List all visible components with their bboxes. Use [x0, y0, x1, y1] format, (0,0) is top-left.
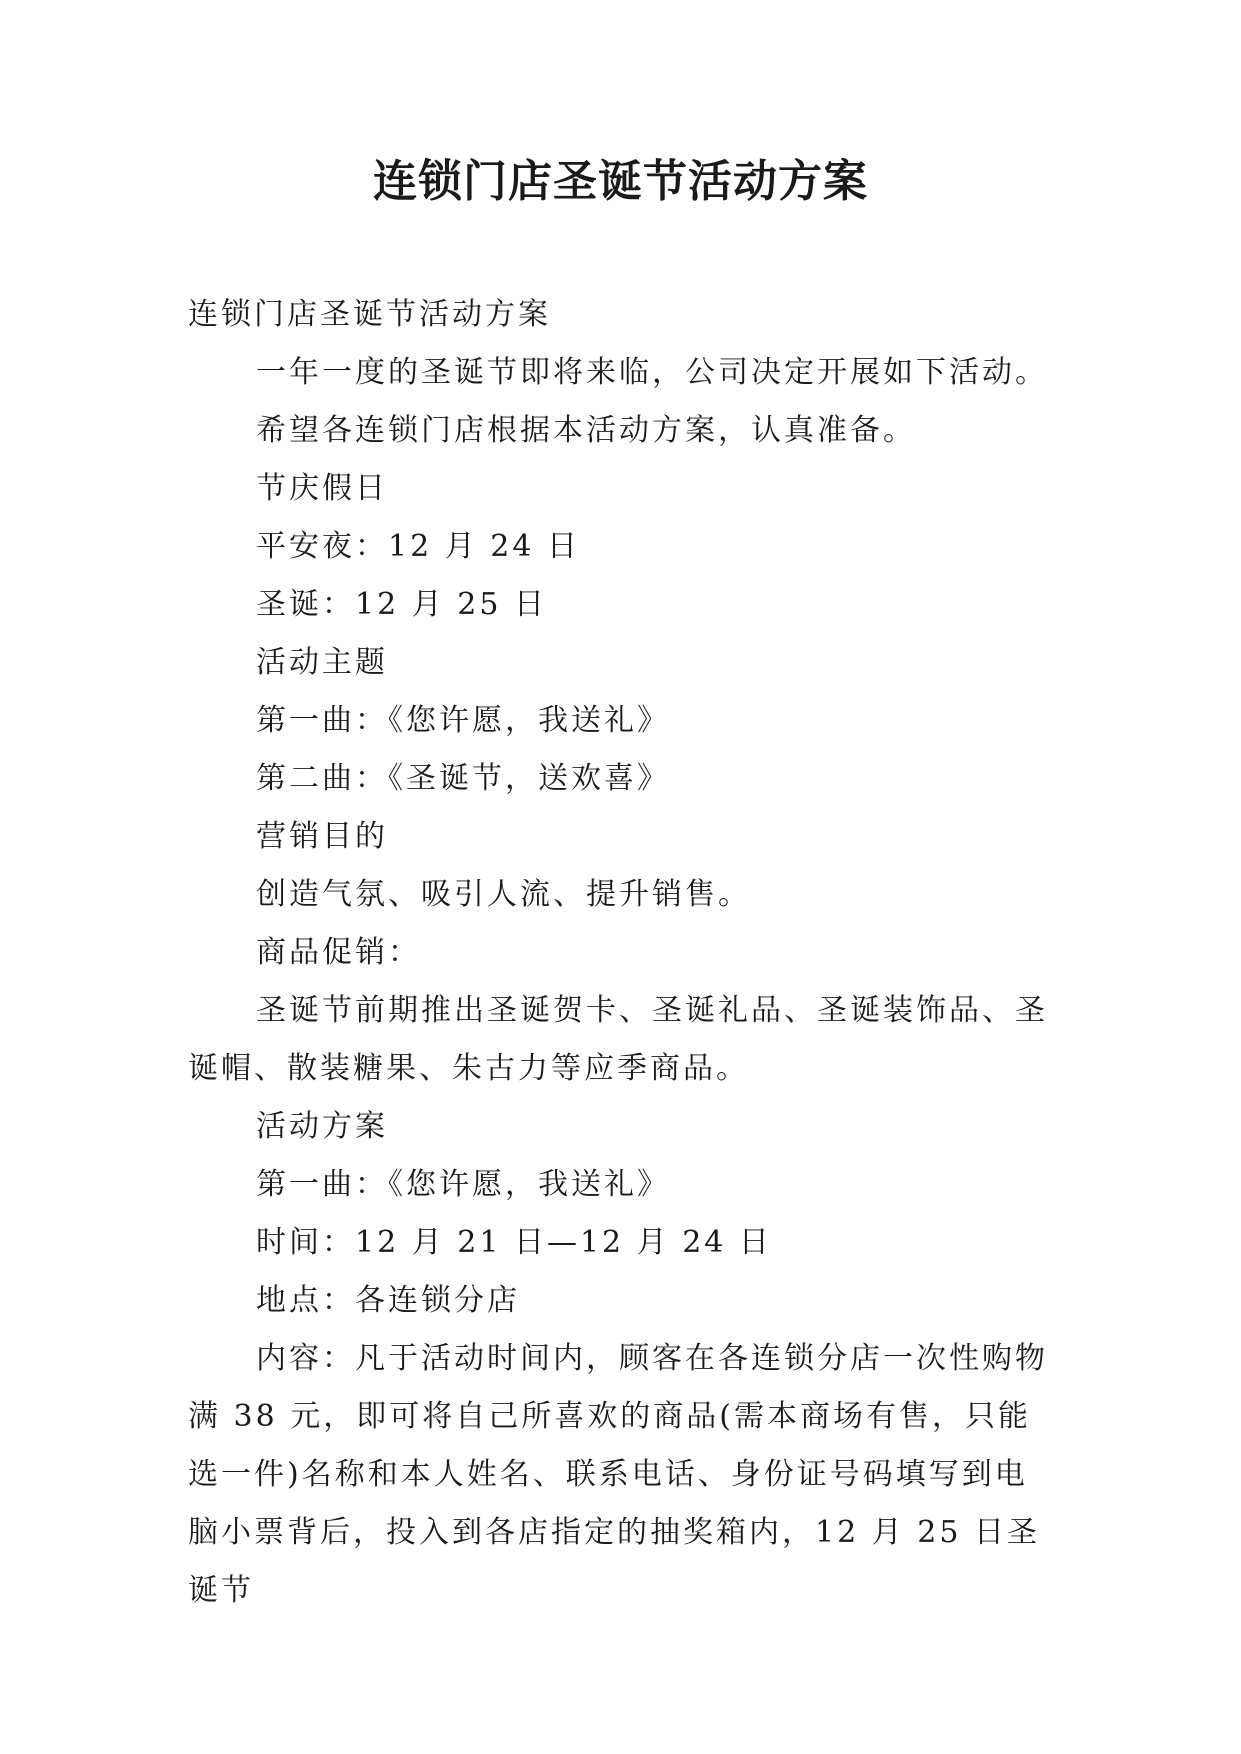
section-heading: 活动主题 [256, 645, 388, 680]
paragraph: 地点：各连锁分店 [256, 1283, 520, 1318]
paragraph: 第二曲：《圣诞节，送欢喜》 [256, 761, 670, 796]
section-heading: 节庆假日 [256, 471, 388, 506]
paragraph-heading: 连锁门店圣诞节活动方案 [188, 297, 551, 332]
document-title: 连锁门店圣诞节活动方案 [373, 156, 868, 207]
paragraph: 时间：12 月 21 日—12 月 24 日 [256, 1225, 772, 1260]
section-heading: 活动方案 [256, 1109, 388, 1144]
document-body [188, 286, 1060, 1620]
paragraph: 内容：凡于活动时间内，顾客在各连锁分店一次性购物满 38 元，即可将自己所喜欢的商品(需本商场有售，只能选一件)名称和本人姓名、联系电话、身份证号码填写到电脑小票背后，投入到各店指定的抽奖箱内，12 月 25 日圣诞节 [188, 1341, 1048, 1608]
paragraph: 第一曲：《您许愿，我送礼》 [256, 703, 670, 738]
paragraph: 创造气氛、吸引人流、提升销售。 [256, 877, 751, 912]
section-heading: 营销目的 [256, 819, 388, 854]
paragraph: 第一曲：《您许愿，我送礼》 [256, 1167, 670, 1202]
paragraph: 希望各连锁门店根据本活动方案，认真准备。 [256, 413, 916, 448]
paragraph: 平安夜：12 月 24 日 [256, 529, 580, 564]
paragraph: 一年一度的圣诞节即将来临，公司决定开展如下活动。 [256, 355, 1048, 390]
paragraph: 圣诞：12 月 25 日 [256, 587, 547, 622]
section-heading: 商品促销： [256, 935, 421, 970]
paragraph: 圣诞节前期推出圣诞贺卡、圣诞礼品、圣诞装饰品、圣诞帽、散装糖果、朱古力等应季商品。 [188, 993, 1048, 1086]
